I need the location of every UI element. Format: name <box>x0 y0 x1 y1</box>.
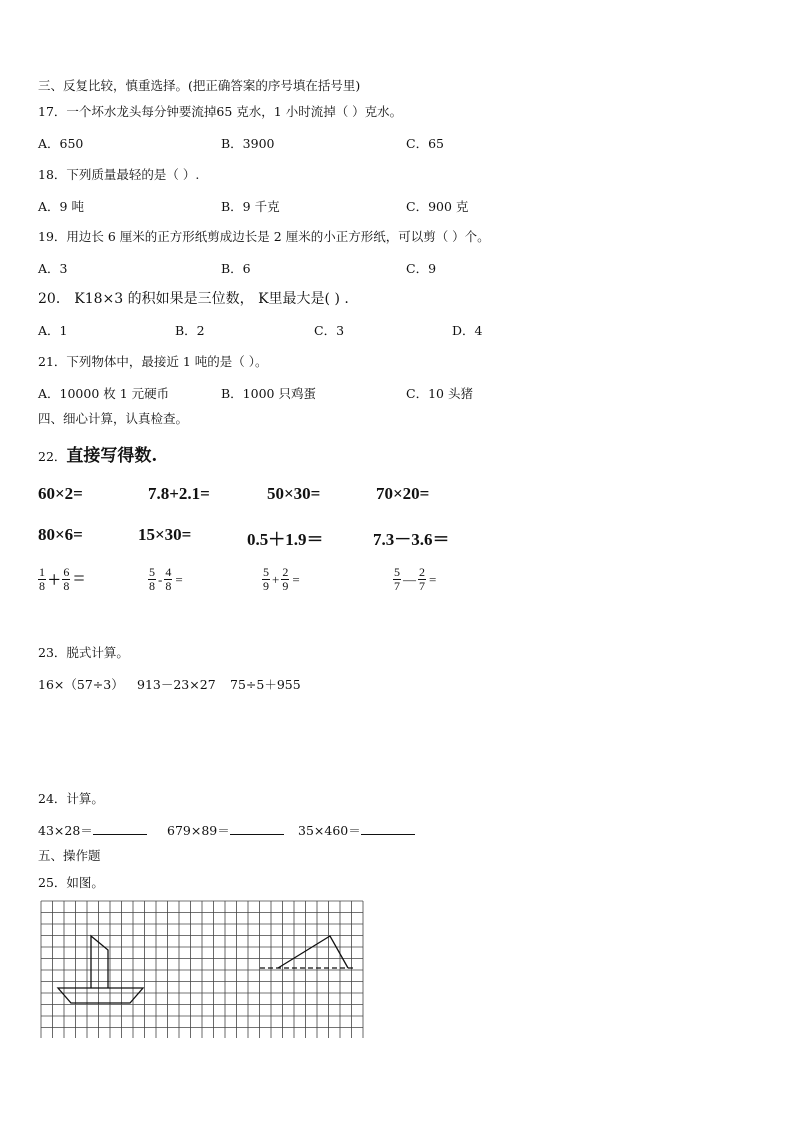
q18-stem: 18．下列质量最轻的是（ ）. <box>38 167 200 182</box>
q22-fraction-3 <box>262 566 300 593</box>
q22-heading <box>38 441 157 466</box>
answer-blank[interactable] <box>230 822 284 835</box>
q24-expr1: 43×28＝ <box>38 822 147 839</box>
fraction-left: 5 7 <box>394 565 400 593</box>
q20-option-c[interactable]: C．3 <box>314 323 345 338</box>
q17-stem: 17．一个坏水龙头每分钟要流掉65 克水，1 小时流掉（ ）克水。 <box>38 104 403 119</box>
q24-expr2: 679×89＝ <box>167 822 284 839</box>
q19-option-b[interactable]: B．6 <box>221 261 251 276</box>
q21-stem: 21．下列物体中，最接近 1 吨的是（ ）。 <box>38 354 268 369</box>
section5-title: 五、操作题 <box>38 848 101 863</box>
q20-stem: 20． K18×3 的积如果是三位数， K里最大是( ) . <box>38 291 349 307</box>
q23-expr1: 16×（57÷3） <box>38 677 124 692</box>
q21-option-a[interactable]: A．10000 枚 1 元硬币 <box>38 386 170 401</box>
answer-blank[interactable] <box>93 822 147 835</box>
q22-number: 22． <box>38 449 67 464</box>
plus-sign: + <box>272 571 280 587</box>
q22-title: 直接写得数. <box>66 446 158 466</box>
fraction-left: 5 8 <box>149 565 155 593</box>
fraction-right: $\frac{6}{8}$ <box>63 565 70 593</box>
plus-sign: + <box>48 566 61 592</box>
q18-option-a[interactable]: A．9 吨 <box>38 199 84 214</box>
q22-r2-item1: 80×6= <box>38 525 83 544</box>
section4-title: 四、细心计算，认真检查。 <box>38 411 189 426</box>
fraction-right: $\frac{2}{7}$ <box>419 565 425 593</box>
equals-sign: = <box>175 571 183 587</box>
fraction-left: 1 8 <box>39 565 45 593</box>
q25-grid-figure <box>38 898 368 1043</box>
q17-option-c[interactable]: C．65 <box>406 136 444 151</box>
q22-fraction-1 <box>38 566 85 593</box>
equals-sign: = <box>429 571 437 587</box>
q19-option-c[interactable]: C．9 <box>406 261 437 276</box>
q20-option-d[interactable]: D．4 <box>452 323 483 338</box>
q17-option-b[interactable]: B．3900 <box>221 136 275 151</box>
q20-option-b[interactable]: B．2 <box>175 323 205 338</box>
minus-sign: - <box>158 571 163 587</box>
q24-expr3: 35×460＝ <box>298 822 415 839</box>
q23-expr2: 913－23×27 <box>137 677 216 692</box>
q22-r2-item3: 0.5＋1.9＝ <box>247 530 324 549</box>
boat-mast <box>91 936 108 988</box>
q19-option-a[interactable]: A．3 <box>38 261 68 276</box>
q21-option-c[interactable]: C．10 头猪 <box>406 386 473 401</box>
q22-r2-item2: 15×30= <box>138 525 192 544</box>
fraction-right: $\frac{2}{9}$ <box>282 565 289 593</box>
q23-expr3: 75÷5＋955 <box>230 677 301 692</box>
fraction-left: 5 9 <box>263 565 269 593</box>
equals-sign: = <box>292 571 300 587</box>
q18-option-b[interactable]: B．9 千克 <box>221 199 280 214</box>
equals-sign: = <box>73 568 85 590</box>
minus-sign: — <box>403 571 416 587</box>
q21-option-b[interactable]: B．1000 只鸡蛋 <box>221 386 316 401</box>
q22-r1-item3: 50×30= <box>267 484 321 503</box>
q18-option-c[interactable]: C．900 克 <box>406 199 469 214</box>
boat-hull <box>58 988 143 1003</box>
q22-r1-item1: 60×2= <box>38 484 83 503</box>
q22-fraction-4 <box>393 566 436 593</box>
q22-r1-item2: 7.8+2.1= <box>148 484 210 503</box>
q22-r2-item4: 7.3－3.6＝ <box>373 530 450 549</box>
q22-r1-item4: 70×20= <box>376 484 430 503</box>
q22-fraction-2 <box>148 566 183 593</box>
q19-stem: 19．用边长 6 厘米的正方形纸剪成边长是 2 厘米的小正方形纸，可以剪（ ）个。 <box>38 229 490 244</box>
q17-option-a[interactable]: A．650 <box>38 136 84 151</box>
q20-option-a[interactable]: A．1 <box>38 323 68 338</box>
q25-stem: 25．如图。 <box>38 875 104 890</box>
q24-stem: 24．计算。 <box>38 791 104 806</box>
half-triangle <box>278 936 348 968</box>
section3-title: 三、反复比较，慎重选择。(把正确答案的序号填在括号里) <box>38 78 361 93</box>
q23-stem: 23．脱式计算。 <box>38 645 129 660</box>
fraction-right: $\frac{4}{8}$ <box>165 565 172 593</box>
answer-blank[interactable] <box>361 822 415 835</box>
